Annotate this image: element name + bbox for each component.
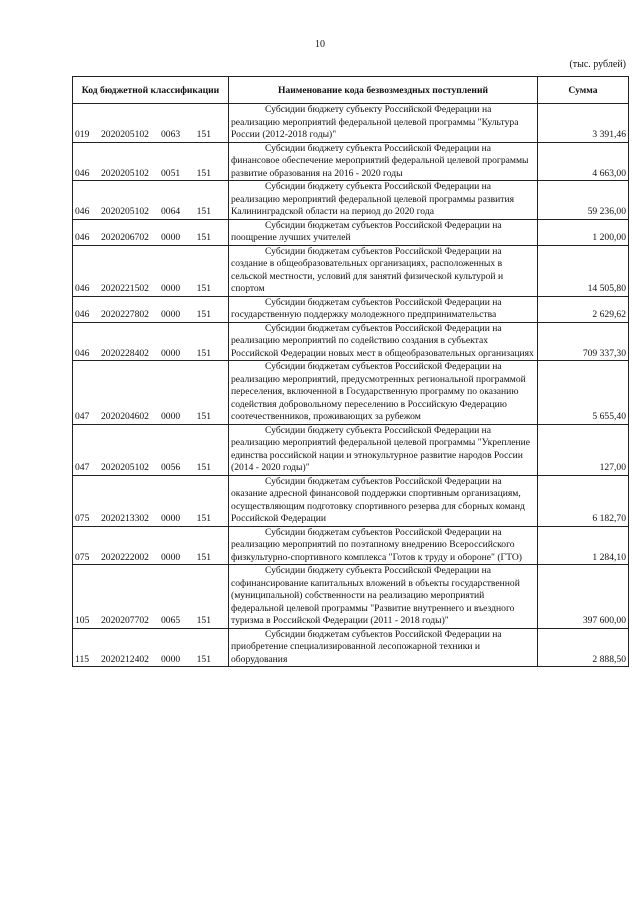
table-body [73,104,629,667]
economic-code: 151 [196,347,211,359]
row-code [73,219,229,245]
main-code: 2020221502 [101,283,149,294]
economic-code: 151 [196,615,211,626]
row-sum: 127,00 [538,424,629,475]
row-name: Субсидии бюджету субъекта Российской Федерации на финансовое обеспечение мероприятий федеральной целевой программы развитие образования на 2016 - 2020 годы [229,142,538,181]
header-sum: Сумма [538,77,629,104]
admin-code: 105 [75,615,90,626]
main-code: 2020204602 [101,411,149,422]
header-name: Наименование кода безвозмездных поступлений [229,77,538,104]
row-sum: 5 655,40 [538,361,629,425]
program-code: 0000 [161,283,181,294]
admin-code: 046 [75,232,90,243]
admin-code: 046 [75,206,90,217]
table-row [73,104,629,143]
admin-code: 046 [75,347,90,359]
row-code [73,475,229,526]
table-row [73,296,629,322]
economic-code: 151 [196,129,211,140]
economic-code: 151 [196,513,211,524]
row-sum: 59 236,00 [538,181,629,220]
program-code: 0000 [161,232,181,243]
economic-code: 151 [196,551,211,563]
table-row [73,322,629,361]
economic-code: 151 [196,653,211,665]
row-code [73,628,229,667]
row-sum: 2 888,50 [538,628,629,667]
main-code: 2020212402 [101,653,149,665]
row-code [73,361,229,425]
admin-code: 047 [75,411,90,422]
main-code: 2020205102 [101,206,149,217]
row-sum: 1 284,10 [538,526,629,565]
main-code: 2020227802 [101,309,149,320]
program-code: 0051 [161,167,181,179]
economic-code: 151 [196,283,211,294]
row-name: Субсидии бюджетам субъектов Российской Федерации на государственную поддержку молодежного предпринимательства [229,296,538,322]
row-code [73,424,229,475]
row-name: Субсидии бюджетам субъектов Российской Федерации на оказание адресной финансовой поддержки спортивным организациям, осуществляющим подготовку спортивного резерва для сборных команд Российской Федерации [229,475,538,526]
program-code: 0064 [161,206,181,217]
row-name: Субсидии бюджетам субъектов Российской Федерации на реализацию мероприятий по поэтапному внедрению Всероссийского физкультурно-спортивного комплекса "Готов к труду и обороне" (ГТО) [229,526,538,565]
economic-code: 151 [196,232,211,243]
program-code: 0065 [161,615,181,626]
admin-code: 075 [75,513,90,524]
program-code: 0000 [161,347,181,359]
economic-code: 151 [196,411,211,422]
row-sum: 1 200,00 [538,219,629,245]
row-name: Субсидии бюджету субъекта Российской Федерации на реализацию мероприятий федеральной целевой программы "Укрепление единства российской нации и этнокультурное развитие народов России (2014 - 2020 годы)" [229,424,538,475]
row-name: Субсидии бюджетам субъектов Российской Федерации на реализацию мероприятий по содействию создания в субъектах Российской Федерации новых мест в общеобразовательных организациях [229,322,538,361]
program-code: 0000 [161,309,181,320]
admin-code: 046 [75,167,90,179]
row-sum: 6 182,70 [538,475,629,526]
main-code: 2020207702 [101,615,149,626]
row-sum: 2 629,62 [538,296,629,322]
page-number: 10 [315,39,325,50]
row-code [73,296,229,322]
row-code [73,142,229,181]
row-name: Субсидии бюджетам субъектов Российской Федерации на создание в общеобразовательных организациях, расположенных в сельской местности, условий для занятий физической культурой и спортом [229,245,538,296]
row-sum: 709 337,30 [538,322,629,361]
program-code: 0063 [161,129,181,140]
row-code [73,245,229,296]
table-header-row [73,77,629,104]
main-code: 2020205102 [101,129,149,140]
row-code [73,565,229,629]
program-code: 0000 [161,411,181,422]
economic-code: 151 [196,309,211,320]
main-code: 2020205102 [101,167,149,179]
table-row [73,424,629,475]
admin-code: 075 [75,551,90,563]
main-code: 2020205102 [101,462,149,473]
table-row [73,565,629,629]
row-name: Субсидии бюджетам субъектов Российской Федерации на реализацию мероприятий, предусмотренных региональной программой переселения, включенной в Государственную программу по оказанию содействия добровольному переселению в Российскую Федерацию соотечественников, проживающих за рубежом [229,361,538,425]
program-code: 0000 [161,513,181,524]
row-code [73,104,229,143]
main-code: 2020228402 [101,347,149,359]
row-name: Субсидии бюджету субъекта Российской Федерации на софинансирование капитальных вложений в объекты государственной (муниципальной) собственности на реализацию мероприятий федеральной целевой программы "Развитие внутреннего и въездного туризма в Российской Федерации (2011 - 2018 годы)" [229,565,538,629]
row-sum: 3 391,46 [538,104,629,143]
admin-code: 115 [75,653,90,665]
program-code: 0000 [161,653,181,665]
row-sum: 14 505,80 [538,245,629,296]
admin-code: 046 [75,309,90,320]
row-name: Субсидии бюджетам субъектов Российской Федерации на поощрение лучших учителей [229,219,538,245]
header-code: Код бюджетной классификации [73,77,229,104]
economic-code: 151 [196,167,211,179]
row-sum: 4 663,00 [538,142,629,181]
program-code: 0056 [161,462,181,473]
program-code: 0000 [161,551,181,563]
economic-code: 151 [196,462,211,473]
admin-code: 046 [75,283,90,294]
main-code: 2020206702 [101,232,149,243]
main-code: 2020222002 [101,551,149,563]
row-name: Субсидии бюджету субъекта Российской Федерации на реализацию мероприятий федеральной целевой программы развития Калининградской области на период до 2020 года [229,181,538,220]
admin-code: 047 [75,462,90,473]
table-row [73,181,629,220]
economic-code: 151 [196,206,211,217]
row-name: Субсидии бюджетам субъектов Российской Федерации на приобретение специализированной лесопожарной техники и оборудования [229,628,538,667]
table-row [73,245,629,296]
table-row [73,361,629,425]
main-code: 2020213302 [101,513,149,524]
row-sum: 397 600,00 [538,565,629,629]
budget-table [72,76,629,667]
row-code [73,322,229,361]
row-name: Субсидии бюджету субъекту Российской Федерации на реализацию мероприятий федеральной целевой программы "Культура России (2012-2018 годы)" [229,104,538,143]
units-label: (тыс. рублей) [569,59,626,70]
table-row [73,475,629,526]
table-row [73,526,629,565]
row-code [73,181,229,220]
table-row [73,628,629,667]
table-row [73,142,629,181]
row-code [73,526,229,565]
table-row [73,219,629,245]
admin-code: 019 [75,129,90,140]
